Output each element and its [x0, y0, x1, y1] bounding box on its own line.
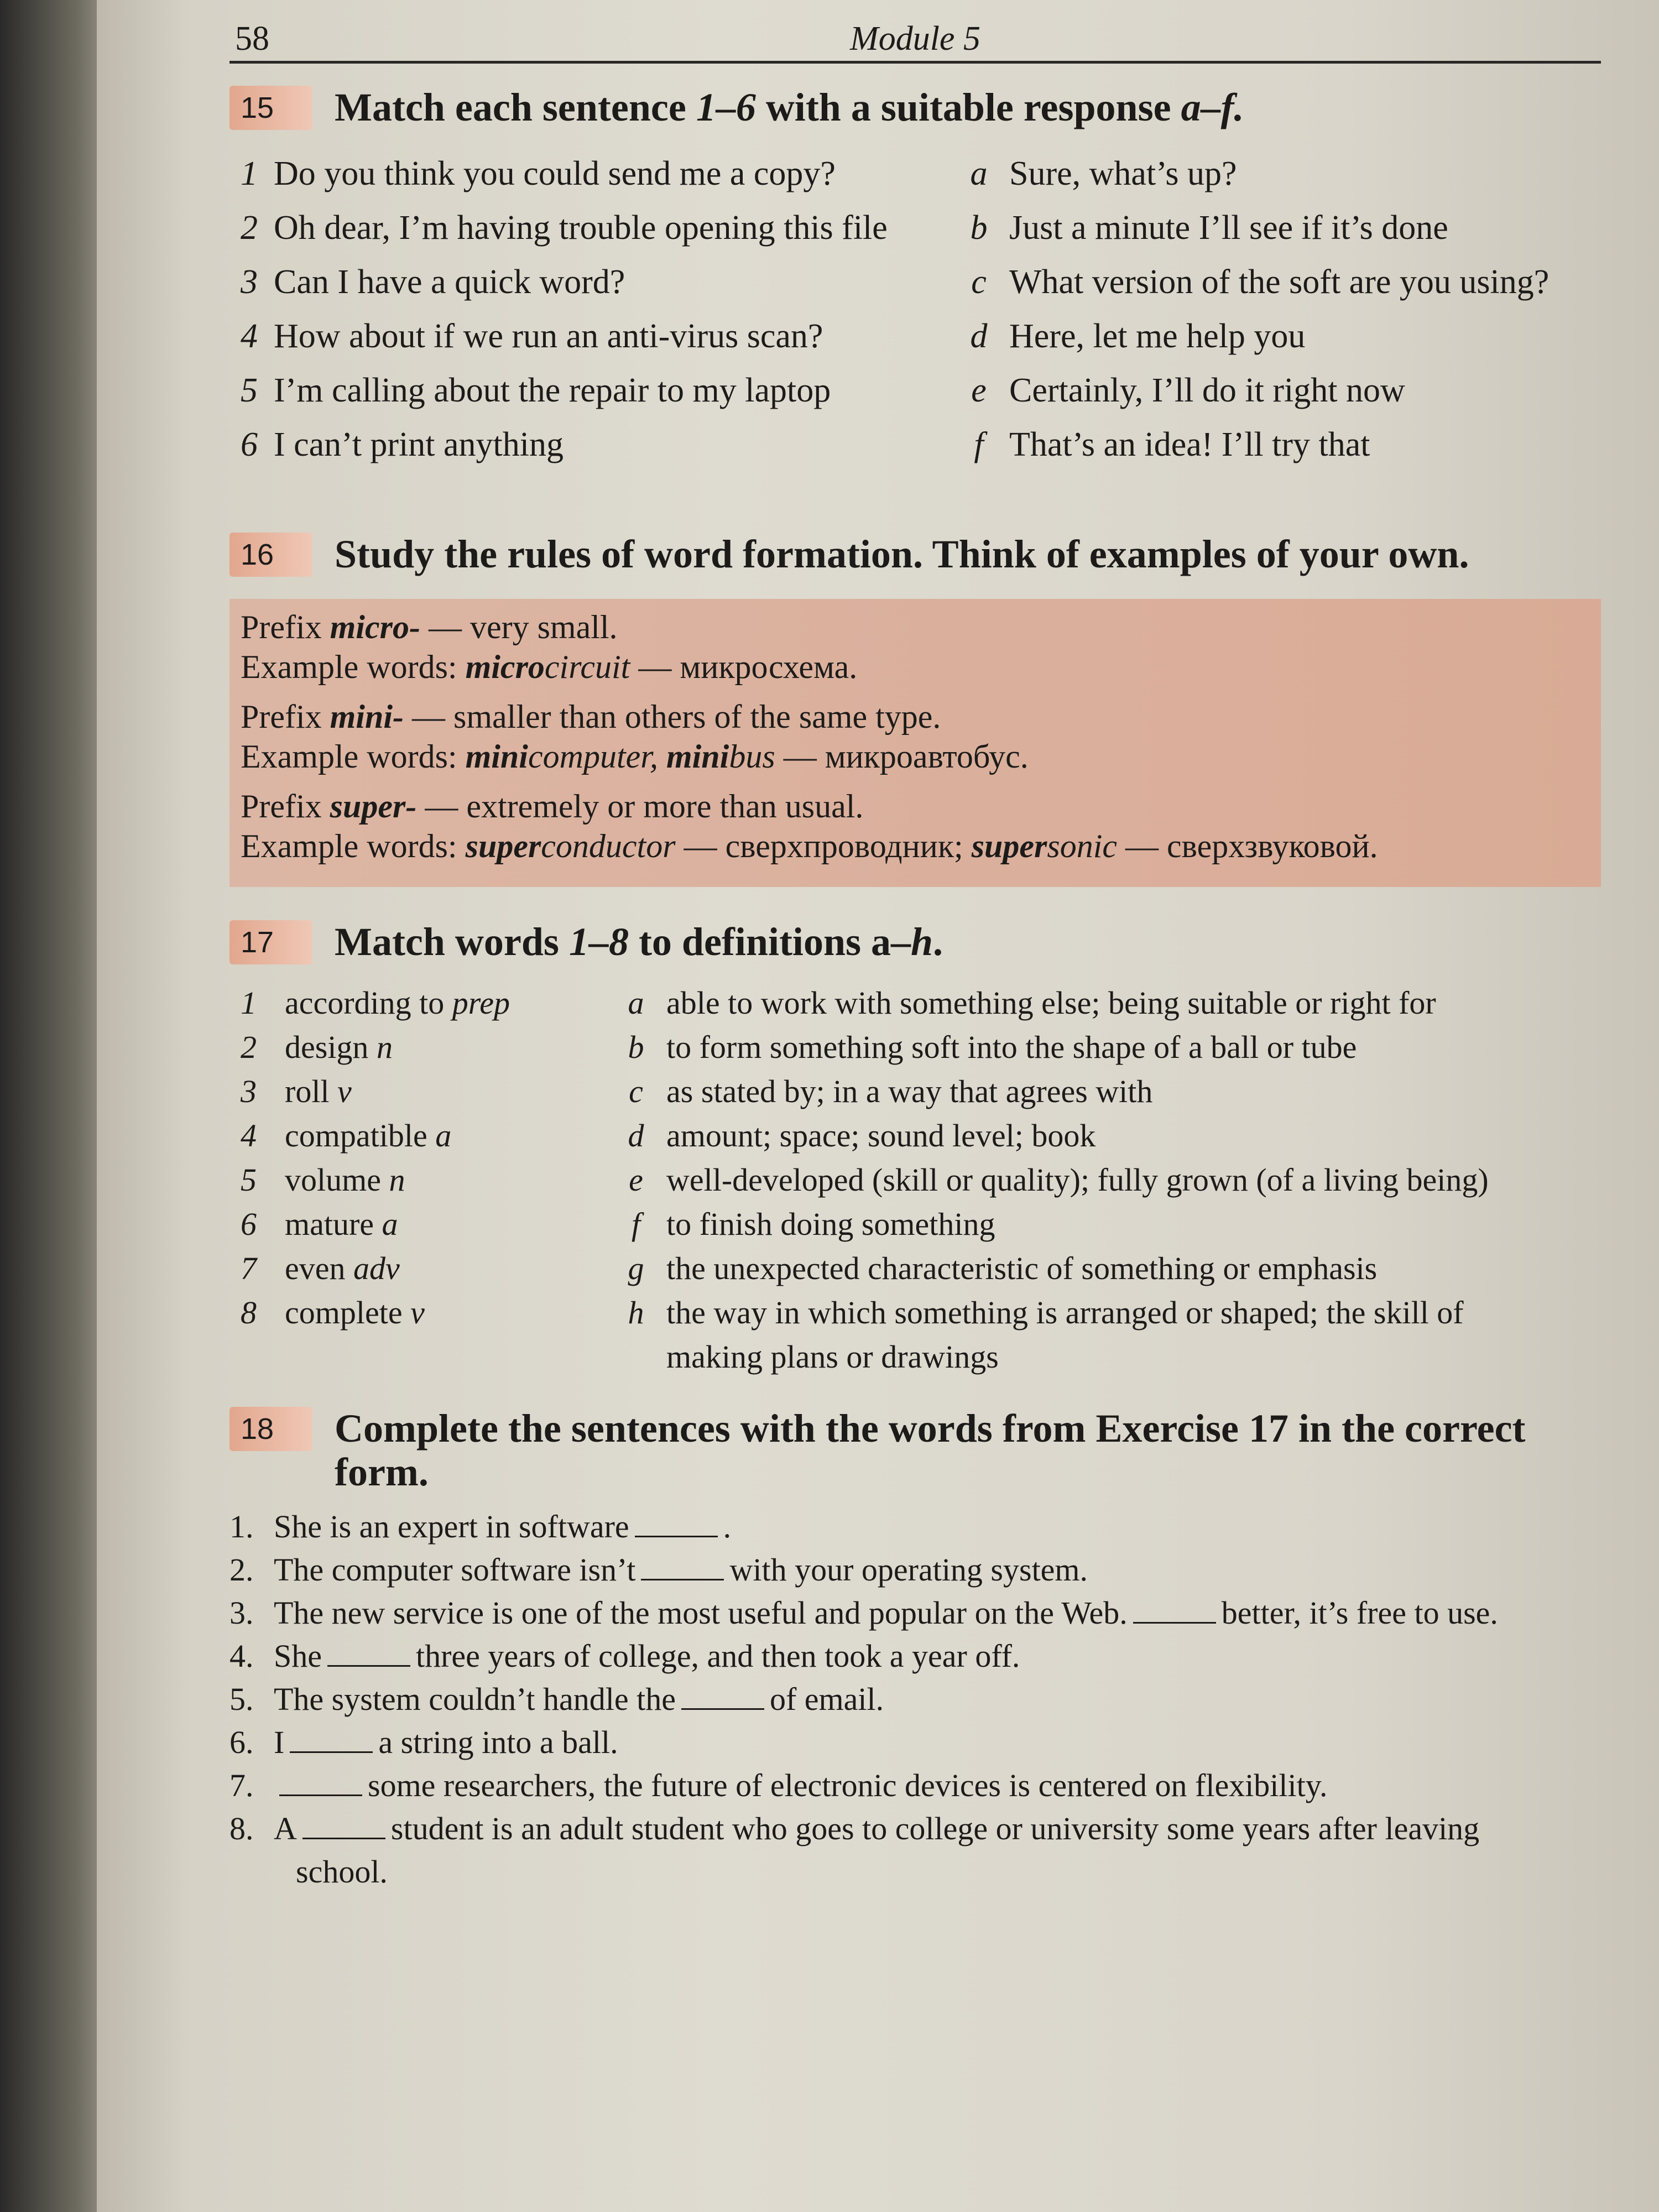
match-list: 1 Do you think you could send me a copy? a Sure, what’s up? 2 Oh dear, I’m having trouble opening this file b Just a minute I’ll see if it’s done 3 Can I have a quick word? c What version of the soft are you using? 4 How about if we run an anti-virus scan? d Here, let me help you 5 I’m calling about the repair to my laptop e Certainly, I’ll do it right now 6 I can’t print anything f That’s an idea! I’ll try that — [229, 147, 1601, 472]
definition: the way in which something is arranged or shaped; the skill of — [666, 1295, 1464, 1331]
exercise-15 — [229, 86, 1601, 472]
book-page — [97, 0, 1659, 2212]
word: roll v — [285, 1073, 352, 1109]
list-item: 7. some researchers, the future of electronic devices is centered on flexibility. — [229, 1767, 1328, 1804]
page-number: 58 — [235, 20, 269, 58]
sentence: I can’t print anything — [274, 426, 564, 463]
sentence: I’m calling about the repair to my laptop — [274, 372, 831, 409]
sentence: How about if we run an anti-virus scan? — [274, 317, 823, 355]
word: volume n — [285, 1162, 405, 1198]
words-definitions: 1 according to prep a able to work with something else; being suitable or right for 2 design n b to form something soft into the shape of a ball or tube 3 roll v c as stated by; in a way that agrees with 4 compatible a d amount; space; sound level; book 5 volume n e well-developed (skill or quality); fully grown (of a living being) 6 mature a f to finish doing something 7 even adv g the unexpected characteristic of something or emphasis 8 complete v h the way in which something is arranged or shaped; the skill of making plans or drawings — [229, 981, 1601, 1379]
word: design n — [285, 1029, 393, 1065]
list-item: 1. She is an expert in software . — [229, 1509, 732, 1545]
exercise-16 — [229, 533, 1601, 887]
rule-mini: Prefix mini- — smaller than others of the same type. Example words: minicomputer, minibus — микроавтобус. — [241, 698, 1029, 775]
answer-blank[interactable] — [290, 1724, 373, 1753]
answer-blank[interactable] — [1133, 1594, 1216, 1624]
response: That’s an idea! I’ll try that — [1009, 426, 1370, 463]
exercise-18 — [229, 1407, 1601, 1893]
response: What version of the soft are you using? — [1009, 263, 1550, 301]
sentence: Oh dear, I’m having trouble opening this file — [274, 209, 888, 247]
answer-blank[interactable] — [302, 1810, 385, 1839]
list-item: 6. I a string into a ball. — [229, 1724, 618, 1761]
word-formation-rules — [229, 599, 1601, 887]
sentence: Do you think you could send me a copy? — [274, 155, 836, 192]
response: Certainly, I’ll do it right now — [1009, 372, 1405, 409]
exercise-number: 17 — [229, 920, 312, 964]
exercise-title: Complete the sentences with the words from Exercise 17 in the correct form. — [335, 1406, 1526, 1495]
response: Just a minute I’ll see if it’s done — [1009, 209, 1448, 247]
word: compatible a — [285, 1118, 452, 1154]
list-item-continuation: school. — [296, 1854, 388, 1890]
answer-blank[interactable] — [635, 1508, 718, 1537]
word: according to prep — [285, 985, 510, 1021]
page-header — [229, 17, 1601, 64]
exercise-number: 16 — [229, 533, 312, 577]
definition-continuation: making plans or drawings — [666, 1339, 999, 1375]
response: Sure, what’s up? — [1009, 155, 1237, 192]
exercise-title: Match words 1–8 to definitions a–h. — [335, 920, 943, 964]
definition: to finish doing something — [666, 1206, 995, 1242]
definition: as stated by; in a way that agrees with — [666, 1073, 1153, 1109]
exercise-number: 15 — [229, 86, 312, 130]
definition: to form something soft into the shape of a ball or tube — [666, 1029, 1357, 1065]
answer-blank[interactable] — [681, 1681, 764, 1710]
answer-blank[interactable] — [279, 1767, 362, 1796]
definition: the unexpected characteristic of something or emphasis — [666, 1250, 1378, 1286]
sentence: Can I have a quick word? — [274, 263, 625, 301]
word: even adv — [285, 1250, 400, 1286]
exercise-17 — [229, 920, 1601, 1379]
answer-blank[interactable] — [327, 1637, 410, 1667]
list-item: 5. The system couldn’t handle the of email. — [229, 1681, 884, 1718]
list-item: 3. The new service is one of the most useful and popular on the Web. better, it’s free to use. — [229, 1595, 1498, 1631]
list-item: 8. A student is an adult student who goes to college or university some years after leaving — [229, 1811, 1480, 1847]
list-item: 2. The computer software isn’t with your operating system. — [229, 1552, 1088, 1588]
exercise-number: 18 — [229, 1407, 312, 1451]
answer-blank[interactable] — [641, 1551, 724, 1580]
sentence-list — [229, 1505, 1601, 1893]
definition: well-developed (skill or quality); fully grown (of a living being) — [666, 1162, 1489, 1198]
book-spine — [0, 0, 111, 2212]
definition: amount; space; sound level; book — [666, 1118, 1096, 1154]
definition: able to work with something else; being suitable or right for — [666, 985, 1436, 1021]
word: complete v — [285, 1295, 425, 1331]
list-item: 4. She three years of college, and then took a year off. — [229, 1638, 1020, 1674]
word: mature a — [285, 1206, 398, 1242]
module-title: Module 5 — [850, 20, 980, 58]
exercise-title: Match each sentence 1–6 with a suitable response a–f. — [335, 85, 1244, 129]
rule-super: Prefix super- — extremely or more than usual. Example words: superconductor — сверхпроводник; supersonic — сверхзвуковой. — [241, 788, 1378, 864]
response: Here, let me help you — [1009, 317, 1306, 355]
exercise-title: Study the rules of word formation. Think of examples of your own. — [335, 532, 1469, 576]
rule-micro: Prefix micro- — very small. Example words: microcircuit — микросхема. — [241, 609, 858, 685]
